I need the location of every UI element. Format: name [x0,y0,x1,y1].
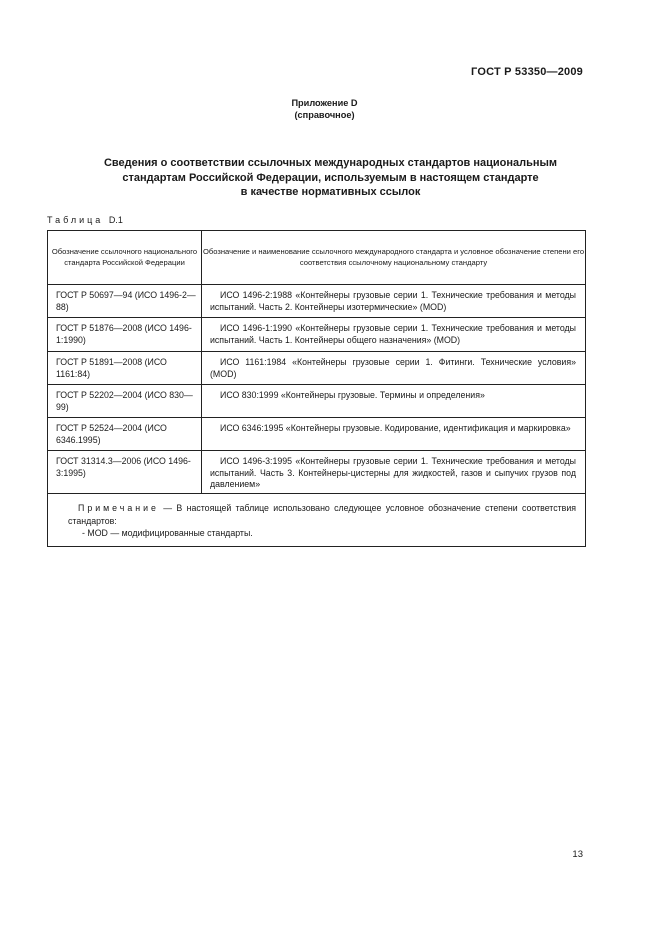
annex-subtitle: (справочное) [294,110,355,120]
note-text: — В настоящей таблице использовано следующее условное обозначение степени соответствия стандартов: [68,503,577,526]
row-divider [48,417,585,418]
national-standard-cell: ГОСТ Р 52202—2004 (ИСО 830—99) [56,390,193,412]
document-title-line-2: стандартам Российской Федерации, используемым в настоящем стандарте [122,171,539,184]
national-standard-cell: ГОСТ Р 50697—94 (ИСО 1496-2—88) [56,290,196,312]
international-standard-cell: ИСО 1496-2:1988 «Контейнеры грузовые серии 1. Технические требования и методы испытаний. Часть 2. Контейнеры изотермические» (MOD) [210,290,576,312]
header-divider [48,284,585,285]
national-standard-cell: ГОСТ Р 52524—2004 (ИСО 6346.1995) [56,423,167,445]
correspondence-table [47,230,586,547]
annex-title: Приложение D [291,98,358,108]
national-standard-cell: ГОСТ Р 51876—2008 (ИСО 1496-1:1990) [56,323,192,345]
table-label-word: Таблица [47,215,104,225]
table-note [68,502,576,540]
document-title-line-1: Сведения о соответствии ссылочных международных стандартов национальным [103,157,558,169]
national-standard-cell: ГОСТ Р 51891—2008 (ИСО 1161:84) [56,357,167,379]
international-standard-cell: ИСО 6346:1995 «Контейнеры грузовые. Кодирование, идентификация и маркировка» [220,423,571,433]
annex-heading [0,97,661,121]
international-standard-cell: ИСО 1496-1:1990 «Контейнеры грузовые серии 1. Технические требования и методы испытаний. Часть 1. Контейнеры общего назначения» (MOD) [210,323,576,345]
row-divider [48,450,585,451]
international-standard-cell: ИСО 1161:1984 «Контейнеры грузовые серии 1. Фитинги. Технические условия» (MOD) [210,357,576,379]
international-standard-cell: ИСО 830:1999 «Контейнеры грузовые. Термины и определения» [220,390,485,400]
national-standard-cell: ГОСТ 31314.3—2006 (ИСО 1496-3:1995) [56,456,191,478]
page-number: 13 [572,849,583,860]
table-label [47,215,123,225]
row-divider [48,317,585,318]
note-divider [48,493,585,494]
row-divider [48,384,585,385]
row-divider [48,351,585,352]
standard-code: ГОСТ Р 53350—2009 [471,66,583,78]
header-international-standard: Обозначение и наименование ссылочного международного стандарта и условное обозначение степени его соответствия ссылочному национальному стандарту [202,247,585,267]
international-standard-cell: ИСО 1496-3:1995 «Контейнеры грузовые серии 1. Технические требования и методы испытаний. Часть 3. Контейнеры-цистерны для жидкостей, газов и сыпучих грузов под давлением» [210,456,576,489]
note-label: Примечание [78,503,159,513]
document-title [60,156,601,200]
document-title-line-3: в качестве нормативных ссылок [240,186,421,198]
note-item: - MOD — модифицированные стандарты. [82,528,253,538]
header-national-standard: Обозначение ссылочного национального стандарта Российской Федерации [51,247,198,267]
table-label-number: D.1 [108,215,123,225]
